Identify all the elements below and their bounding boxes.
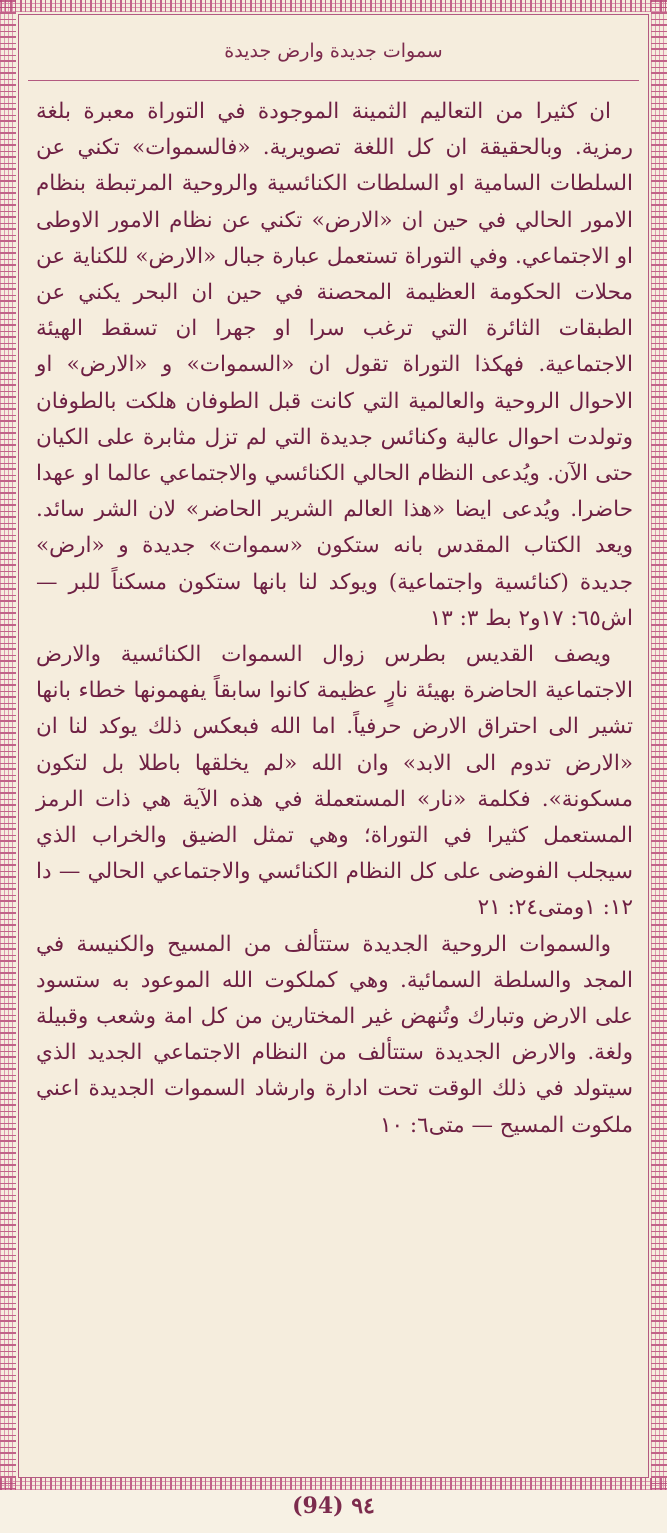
article-body	[36, 94, 633, 1144]
ornamental-border-bottom	[0, 1478, 667, 1490]
page-title: سموات جديدة وارض جديدة	[224, 40, 443, 62]
ornamental-border-top	[0, 0, 667, 12]
ornamental-border-right	[651, 0, 667, 1490]
ornamental-border-left	[0, 0, 16, 1490]
paragraph-1: ان كثيرا من التعاليم الثمينة الموجودة في التوراة معبرة بلغة رمزية. وبالحقيقة ان كل اللغة تصويرية. «فالسموات» تكني عن السلطات السامية او السلطات الكنائسية والروحية المرتبطة بنظام الامور الحالي في حين ان «الارض» تكني عن نظام الامور الاوطى او الاجتماعي. وفي التوراة تستعمل عبارة جبال «الارض» للكناية عن محلات الحكومة العظيمة المحصنة في حين ان البحر يكني عن الطبقات الثائرة التي ترغب سرا او جهرا ان تسقط الهيئة الاجتماعية. فهكذا التوراة تقول ان «السموات» و «الارض» او الاحوال الروحية والعالمية التي كانت قبل الطوفان هلكت بالطوفان وتولدت احوال عالية وكنائس جديدة التي لم تزل مثابرة على الكيان حتى الآن. ويُدعى النظام الحالي الكنائسي والاجتماعي عالما او عهدا حاضرا. ويُدعى ايضا «هذا العالم الشرير الحاضر» لان الشر سائد. ويعد الكتاب المقدس بانه ستكون «سموات» جديدة و «ارض» جديدة (كنائسية واجتماعية) ويوكد لنا بانها ستكون مسكناً للبر — اش٦٥: ١٧و٢ بط ٣: ١٣	[36, 99, 633, 631]
page-number: (94) ٩٤	[292, 1493, 375, 1519]
title-divider	[28, 80, 639, 81]
paragraph-3: والسموات الروحية الجديدة ستتألف من المسيح والكنيسة في المجد والسلطة السمائية. وهي كملكوت الله الموعود به ستسود على الارض وتبارك وتُنهض غير المختارين من كل امة وشعب وقبيلة ولغة. والارض الجديدة ستتألف من النظام الاجتماعي الجديد الذي سيتولد في ذلك الوقت تحت ادارة وارشاد السموات الجديدة اعني ملكوت المسيح — متى٦: ١٠	[36, 931, 633, 1138]
paragraph-2: ويصف القديس بطرس زوال السموات الكنائسية والارض الاجتماعية الحاضرة بهيئة نارٍ عظيمة كانوا سابقاً يفهمونها خطاء بانها تشير الى احتراق الارض حرفياً. اما الله فبعكس ذلك يوكد لنا ان «الارض تدوم الى الابد» وان الله «لم يخلقها باطلا بل لتكون مسكونة». فكلمة «نار» المستعملة في هذه الآية هي ذات الرمز المستعمل كثيرا في التوراة؛ وهي تمثل الضيق والخراب الذي سيجلب الفوضى على كل النظام الكنائسي والاجتماعي الحالي — دا ١٢: ١ومتى٢٤: ٢١	[36, 642, 633, 921]
